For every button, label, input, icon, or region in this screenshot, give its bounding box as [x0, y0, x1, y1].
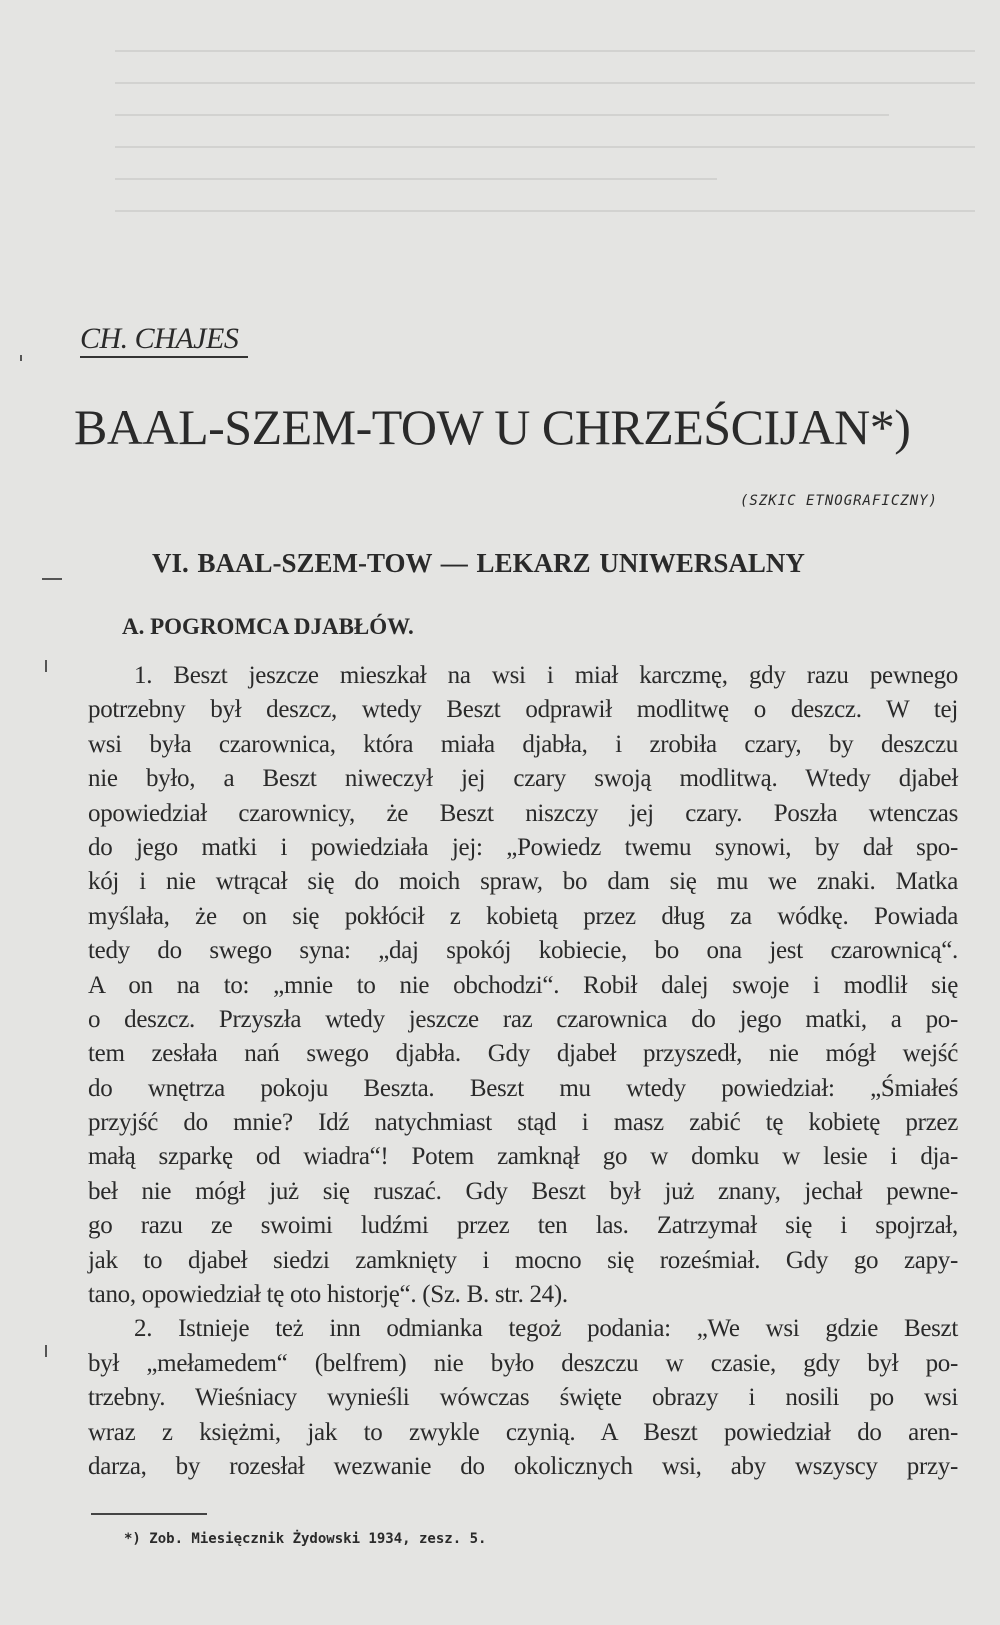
author-underline: [80, 356, 248, 358]
text-line: nie było, a Beszt niweczył jej czary swoją modlitwą. Wtedy djabeł: [88, 765, 958, 793]
margin-mark: [20, 355, 22, 361]
text-line: 1. Beszt jeszcze mieszkał na wsi i miał karczmę, gdy razu pewnego: [134, 662, 958, 689]
text-line: potrzebny był deszcz, wtedy Beszt odprawił modlitwę o deszcz. W tej: [88, 696, 958, 724]
section-heading: A. POGROMCA DJABŁÓW.: [122, 614, 414, 639]
text-line: beł nie mógł już się ruszać. Gdy Beszt był już znany, jechał pewne-: [88, 1177, 958, 1205]
text-line: tano, opowiedział tę oto historję“. (Sz. B. str. 24).: [88, 1281, 568, 1309]
text-line: A on na to: „mnie to nie obchodzi“. Robił dalej swoje i modlił się: [88, 971, 958, 999]
text-line: do jego matki i powiedziała jej: „Powiedz twemu synowi, by dał spo-: [88, 833, 958, 861]
text-line: małą szparkę od wiadra“! Potem zamknął go w domku w lesie i dja-: [88, 1143, 958, 1171]
text-line: tem zesłała nań swego djabła. Gdy djabeł przyszedł, nie mógł wejść: [88, 1040, 958, 1068]
bleed-through-text: [115, 20, 975, 340]
text-line: tedy do swego syna: „daj spokój kobiecie, bo ona jest czarownicą“.: [88, 937, 958, 965]
text-line: był „mełamedem“ (belfrem) nie było deszczu w czasie, gdy był po-: [88, 1349, 958, 1377]
author-name: CH. CHAJES: [80, 322, 239, 355]
article-title: BAAL-SZEM-TOW U CHRZEŚCIJAN*): [74, 399, 911, 455]
text-line: darza, by rozesłał wezwanie do okolicznych wsi, aby wszyscy przy-: [88, 1452, 958, 1480]
chapter-heading: VI. BAAL-SZEM-TOW — LEKARZ UNIWERSALNY: [152, 548, 805, 578]
text-line: jak to djabeł siedzi zamknięty i mocno się roześmiał. Gdy go zapy-: [88, 1246, 958, 1274]
text-line: 2. Istnieje też inn odmianka tegoż podania: „We wsi gdzie Beszt: [134, 1315, 958, 1343]
article-subtitle: (SZKIC ETNOGRAFICZNY): [739, 493, 938, 509]
text-line: do wnętrza pokoju Beszta. Beszt mu wtedy powiedział: „Śmiałeś: [88, 1074, 958, 1102]
margin-mark: [45, 660, 47, 672]
footnote-rule: [91, 1513, 207, 1515]
text-line: trzebny. Wieśniacy wynieśli wówczas święte obrazy i nosili po wsi: [88, 1384, 958, 1412]
footnote: *) Zob. Miesięcznik Żydowski 1934, zesz. 5.: [124, 1531, 487, 1547]
text-line: przyjść do mnie? Idź natychmiast stąd i masz zabić tę kobietę przez: [88, 1109, 958, 1137]
text-line: wsi była czarownica, która miała djabła, i zrobiła czary, by deszczu: [88, 730, 958, 758]
text-line: go razu ze swoimi ludźmi przez ten las. Zatrzymał się i spojrzał,: [88, 1212, 958, 1240]
text-line: myślała, że on się pokłócił z kobietą przez dług za wódkę. Powiada: [88, 902, 958, 930]
margin-mark: [45, 1345, 47, 1357]
text-line: kój i nie wtrącał się do moich spraw, bo dam się mu we znaki. Matka: [88, 868, 958, 896]
body-text: [88, 659, 958, 1484]
text-line: opowiedział czarownicy, że Beszt niszczy jej czary. Poszła wtenczas: [88, 799, 958, 827]
text-line: o deszcz. Przyszła wtedy jeszcze raz czarownica do jego matki, a po-: [88, 1005, 958, 1033]
text-line: wraz z księżmi, jak to zwykle czynią. A Beszt powiedział do aren-: [88, 1418, 958, 1446]
margin-mark: [42, 578, 62, 580]
